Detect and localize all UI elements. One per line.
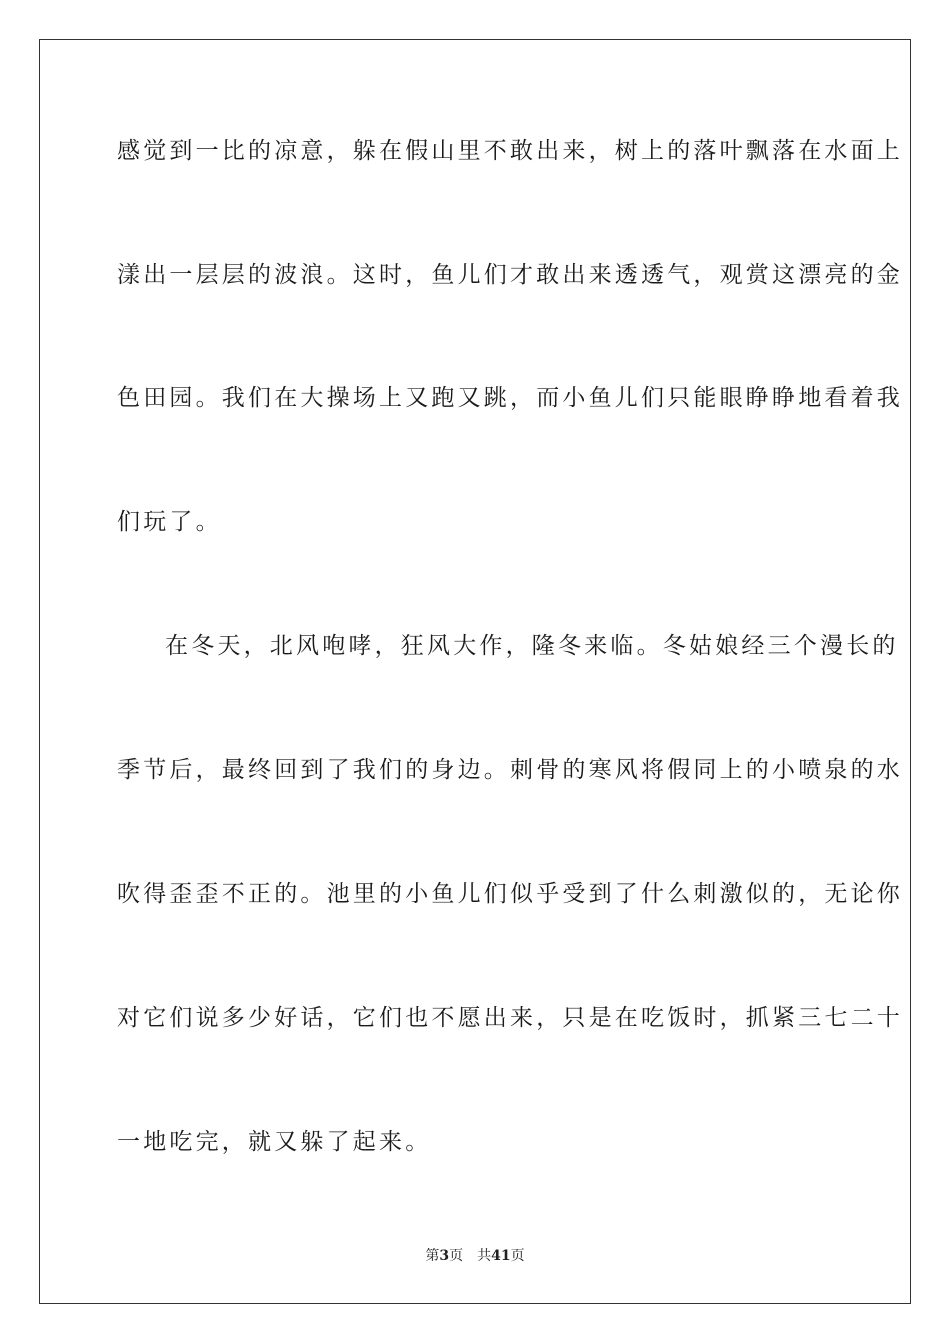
text-line: 感觉到一比的凉意，躲在假山里不敢出来，树上的落叶飘落在水面上 <box>117 138 903 164</box>
text-line: 们玩了。 <box>117 509 222 535</box>
page-footer <box>0 1246 950 1266</box>
page-border <box>39 39 911 1304</box>
text-line: 对它们说多少好话，它们也不愿出来，只是在吃饭时，抓紧三七二十 <box>117 1005 903 1031</box>
text-line: 季节后，最终回到了我们的身边。刺骨的寒风将假同上的小喷泉的水 <box>117 757 903 783</box>
text-line: 漾出一层层的波浪。这时，鱼儿们才敢出来透透气，观赏这漂亮的金 <box>117 262 903 288</box>
text-line: 色田园。我们在大操场上又跑又跳，而小鱼儿们只能眼睁睁地看着我 <box>117 385 903 411</box>
paragraph-first-line: 在冬天，北风咆哮，狂风大作，隆冬来临。冬姑娘经三个漫长的 <box>165 633 899 659</box>
total-pages: 41 <box>491 1248 511 1264</box>
total-prefix: 共 <box>477 1248 492 1264</box>
text-line: 吹得歪歪不正的。池里的小鱼儿们似乎受到了什么刺激似的，无论你 <box>117 881 903 907</box>
page-number: 3 <box>439 1248 450 1264</box>
text-line: 一地吃完，就又躲了起来。 <box>117 1129 432 1155</box>
page-prefix: 第 <box>425 1248 440 1264</box>
page-suffix: 页 <box>449 1248 464 1264</box>
total-suffix: 页 <box>510 1248 525 1264</box>
